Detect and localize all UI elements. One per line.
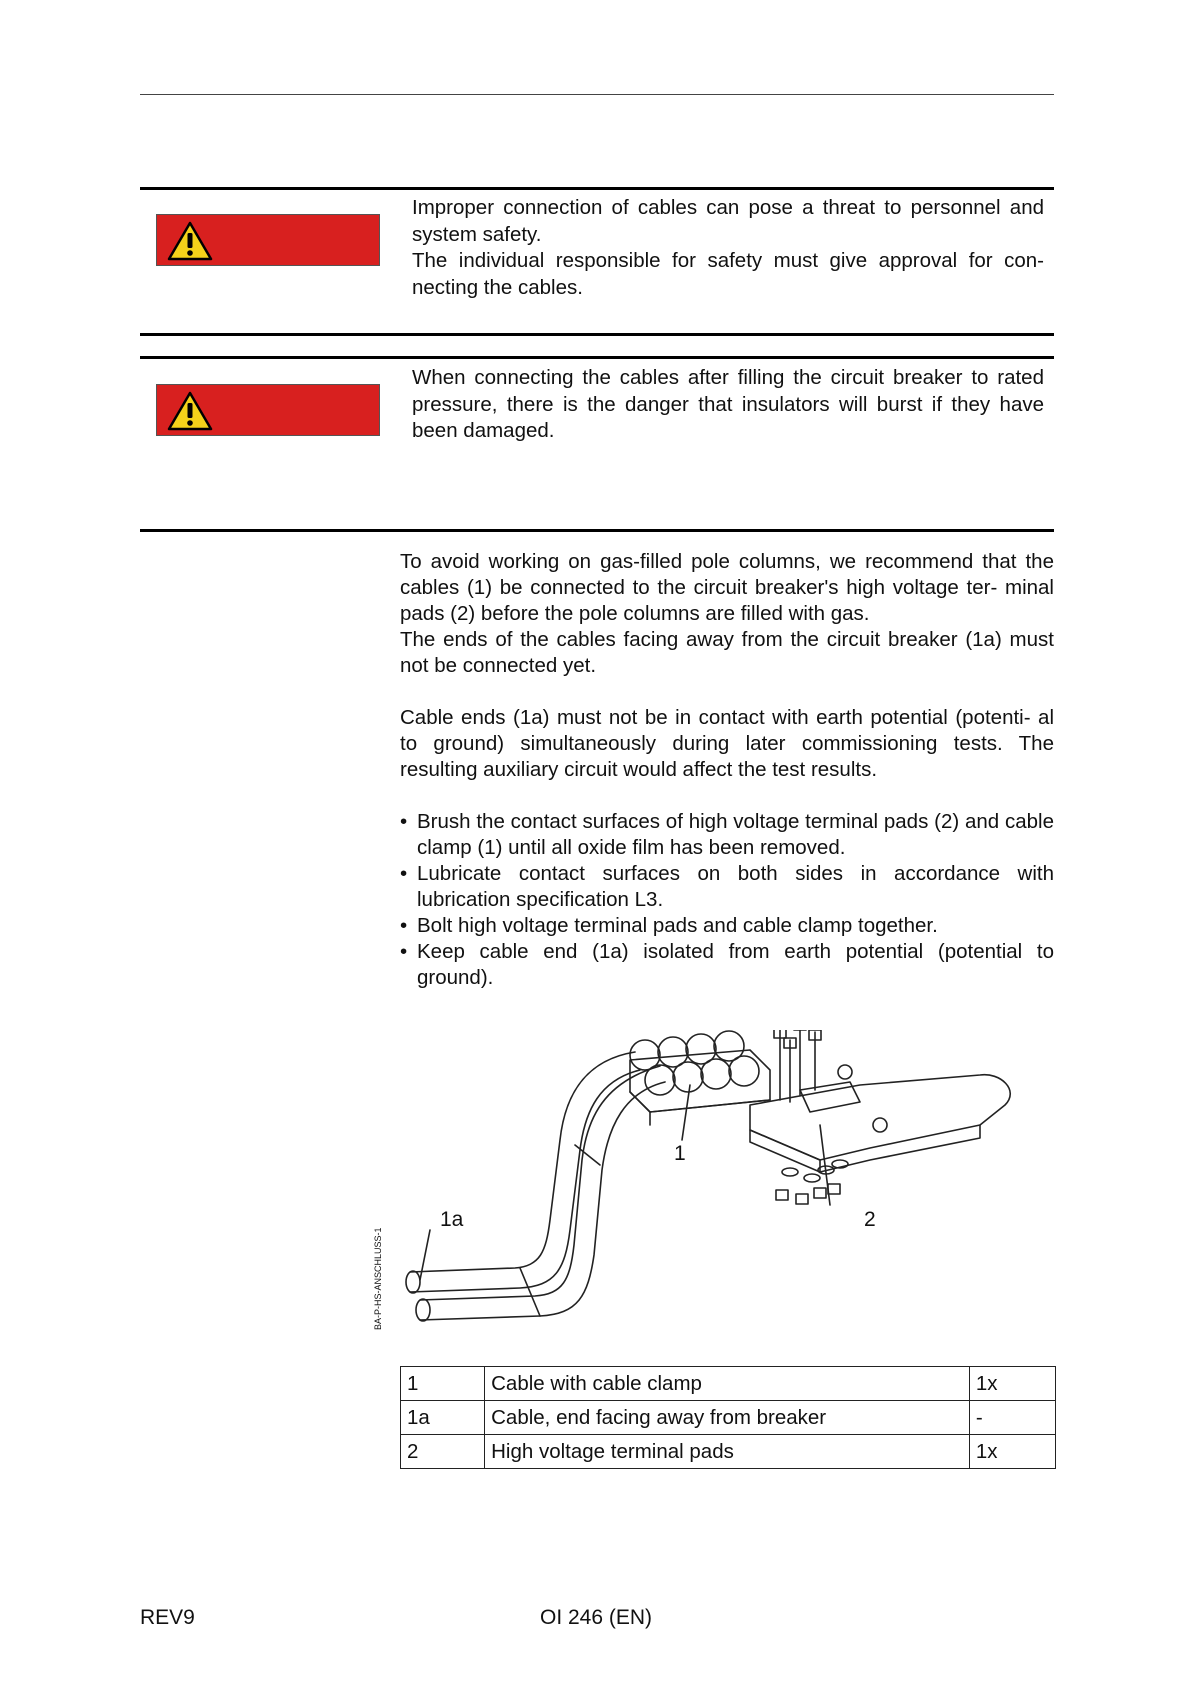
legend-id: 2 [401,1435,485,1469]
figure-code: BA-P-HS-ANSCHLUSS-1 [373,1227,383,1330]
warning-2-line-1: When connecting the cables after filling the circuit breaker to rated pressure, there is the danger that insulators will burst if they have been damaged. [412,366,1044,442]
footer-revision: REV9 [140,1606,195,1629]
legend-qty: 1x [969,1435,1055,1469]
instruction-item: • Lubricate contact surfaces on both sides in accordance with lubrication specification L3. [400,861,1054,913]
warning-triangle-icon [167,391,213,431]
warning-1-line-1: Improper connection of cables can pose a threat to personnel and system safety. [412,196,1044,246]
figure-label-cable-end: 1a [440,1208,464,1231]
warning-2-bottom-rule [140,529,1054,532]
cable-clamp-drawing [380,1030,1060,1340]
header-rule [140,94,1054,95]
warning-1-text [412,195,1044,301]
figure-label-cable: 1 [674,1142,686,1165]
paragraph-3: Cable ends (1a) must not be in contact with earth potential (potenti- al to ground) simultaneously during later commissioning tests. The resulting auxiliary circuit would affect the test results. [400,706,1054,781]
figure-label-terminal-pads: 2 [864,1208,876,1231]
legend-description: High voltage terminal pads [485,1435,970,1469]
legend-id: 1a [401,1401,485,1435]
footer-document-id: OI 246 (EN) [540,1606,653,1629]
warning-1-badge [156,214,380,266]
warning-triangle-icon [167,221,213,261]
warning-2-top-rule [140,356,1054,359]
cable-connection-figure [380,1030,1060,1340]
warning-2-text [412,365,1044,445]
legend-qty: 1x [969,1367,1055,1401]
legend-description: Cable with cable clamp [485,1367,970,1401]
warning-1-top-rule [140,187,1054,190]
table-row [401,1401,1056,1435]
warning-2-badge [156,384,380,436]
instruction-item: • Bolt high voltage terminal pads and cable clamp together. [400,913,1054,939]
legend-table [400,1366,1056,1469]
warning-1-bottom-rule [140,333,1054,336]
legend-description: Cable, end facing away from breaker [485,1401,970,1435]
paragraph-2: The ends of the cables facing away from the circuit breaker (1a) must not be connected yet. [400,628,1054,677]
instruction-item: • Keep cable end (1a) isolated from earth potential (potential to ground). [400,939,1054,991]
paragraph-1: To avoid working on gas-filled pole columns, we recommend that the cables (1) be connected to the circuit breaker's high voltage ter- minal pads (2) before the pole columns are filled with gas. [400,550,1054,625]
table-row [401,1435,1056,1469]
legend-qty: - [969,1401,1055,1435]
instruction-item: • Brush the contact surfaces of high voltage terminal pads (2) and cable clamp (1) until all oxide film has been removed. [400,809,1054,861]
legend-id: 1 [401,1367,485,1401]
body-text [400,549,1054,991]
instruction-list [400,809,1054,991]
warning-1-line-2: The individual responsible for safety must give approval for con- necting the cables. [412,249,1044,299]
table-row [401,1367,1056,1401]
